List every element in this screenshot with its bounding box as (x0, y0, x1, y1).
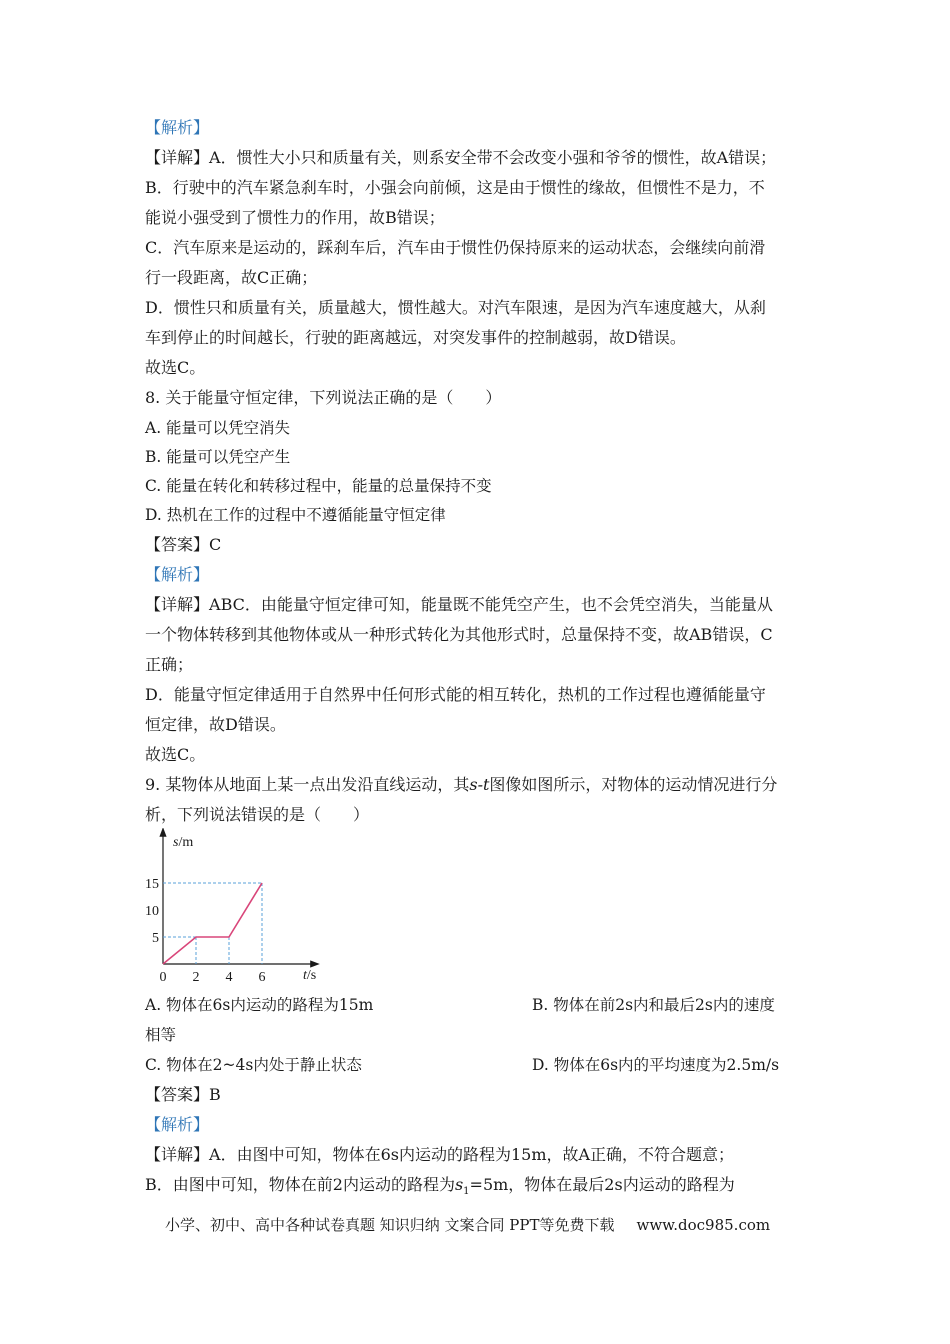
text-line-l21 (145, 715, 286, 735)
text-line-l24 (145, 805, 369, 825)
line-text: 行一段距离，故C正确； (145, 268, 318, 287)
line-text: B. 能量可以凭空产生 (145, 448, 291, 466)
text-line-l20 (145, 685, 766, 705)
text-line-l8 (145, 328, 686, 348)
text-line-l12 (145, 447, 290, 467)
q9-text-b: 图像如图所示，对物体的运动情况进行分 (489, 775, 778, 794)
text-line-l10 (145, 388, 501, 408)
y-tick-label: 15 (145, 877, 159, 892)
line-text: 一个物体转移到其他物体或从一种形式转化为其他形式时，总量保持不变，故AB错误，C (145, 625, 773, 644)
line-text: 【解析】 (145, 565, 210, 584)
text-line-l5 (145, 238, 765, 258)
line-text: D．能量守恒定律适用于自然界中任何形式能的相互转化，热机的工作过程也遵循能量守 (145, 685, 766, 704)
option-9b: B. 物体在前2s内和最后2s内的速度 (532, 996, 775, 1014)
text-line-l22 (145, 745, 205, 765)
expl-text-b: =5m，物体在最后2s内运动的路程为 (469, 1175, 735, 1194)
line-text: D. 热机在工作的过程中不遵循能量守恒定律 (145, 506, 446, 524)
expl-text-a: B．由图中可知，物体在前2内运动的路程为 (145, 1175, 455, 1194)
y-axis-label: s/m (173, 835, 194, 850)
option-9c: C. 物体在2~4s内处于静止状态 (145, 1056, 362, 1074)
text-line-l2 (145, 148, 776, 168)
line-text: 【解析】 (145, 118, 210, 137)
text-line-l1 (145, 118, 209, 138)
text-line-l30 (145, 1115, 209, 1135)
line-text: 8. 关于能量守恒定律，下列说法正确的是（ ） (145, 388, 502, 407)
line-text: A. 能量可以凭空消失 (145, 419, 291, 437)
text-line-l26 (145, 1025, 176, 1045)
line-text: 相等 (145, 1026, 177, 1044)
text-line-l31 (145, 1145, 734, 1165)
x-tick-label: 4 (225, 970, 233, 983)
s-t-graph (140, 828, 330, 983)
text-line-l29 (145, 1085, 221, 1105)
line-text: 析，下列说法错误的是（ ） (145, 805, 370, 824)
expl-s: s (454, 1175, 464, 1194)
text-line-l16 (145, 565, 209, 585)
x-axis-label: t/s (303, 968, 317, 983)
text-line-l6 (145, 268, 317, 288)
series-line (163, 883, 262, 964)
footer-url[interactable]: www.doc985.com (636, 1216, 771, 1234)
option-9a: A. 物体在6s内运动的路程为15m (145, 996, 374, 1014)
line-text: 恒定律，故D错误。 (145, 715, 286, 734)
text-line-l11 (145, 418, 290, 438)
q9-text-a: 9. 某物体从地面上某一点出发沿直线运动，其 (145, 775, 470, 794)
expl-sub: 1 (463, 1186, 470, 1198)
line-text: 正确； (145, 655, 194, 674)
line-text: 能说小强受到了惯性力的作用，故B错误； (145, 208, 445, 227)
text-line-l4 (145, 208, 445, 228)
text-line-l19 (145, 655, 193, 675)
text-line-l15 (145, 535, 221, 555)
line-text: A．由图中可知，物体在6s内运动的路程为15m，故A正确，不符合题意； (209, 1145, 735, 1164)
section-tag: 【详解】 (145, 1145, 210, 1164)
section-tag: 【答案】 (145, 1085, 210, 1104)
line-text: 故选C。 (145, 745, 206, 764)
text-line-l3 (145, 178, 765, 198)
text-line-l17 (145, 595, 773, 615)
line-text: C (209, 535, 222, 554)
text-line-l18 (145, 625, 773, 645)
text-line-l7 (145, 298, 766, 318)
line-text: 车到停止的时间越长，行驶的距离越远，对突发事件的控制越弱，故D错误。 (145, 328, 686, 347)
x-tick-label: 2 (192, 970, 200, 983)
line-text: C. 能量在转化和转移过程中，能量的总量保持不变 (145, 477, 492, 495)
line-text: ABC．由能量守恒定律可知，能量既不能凭空产生，也不会凭空消失，当能量从 (209, 595, 773, 614)
option-9d: D. 物体在6s内的平均速度为2.5m/s (532, 1056, 780, 1074)
q9-st: s-t (469, 775, 490, 794)
line-text: C．汽车原来是运动的，踩刹车后，汽车由于惯性仍保持原来的运动状态，会继续向前滑 (145, 238, 766, 257)
line-text: 【解析】 (145, 1115, 210, 1134)
line-text: B (209, 1085, 221, 1104)
text-line-l13 (145, 476, 492, 496)
x-tick-label: 0 (159, 970, 167, 983)
explanation-b-line (145, 1175, 735, 1202)
line-text: D．惯性只和质量有关，质量越大，惯性越大。对汽车限速，是因为汽车速度越大，从刹 (145, 298, 766, 317)
section-tag: 【答案】 (145, 535, 210, 554)
footer-text: 小学、初中、高中各种试卷真题 知识归纳 文案合同 PPT等免费下载 (165, 1216, 615, 1234)
y-tick-label: 10 (145, 904, 159, 919)
line-text: B．行驶中的汽车紧急刹车时，小强会向前倾，这是由于惯性的缘故，但惯性不是力，不 (145, 178, 765, 197)
section-tag: 【详解】 (145, 595, 210, 614)
section-tag: 【详解】 (145, 148, 210, 167)
question-9-stem (145, 775, 777, 795)
text-line-l14 (145, 505, 446, 525)
line-text: 故选C。 (145, 358, 206, 377)
footer (165, 1214, 770, 1235)
line-text: A．惯性大小只和质量有关，则系安全带不会改变小强和爷爷的惯性，故A错误； (209, 148, 777, 167)
y-tick-label: 5 (152, 931, 159, 946)
text-line-l9 (145, 358, 205, 378)
x-tick-label: 6 (258, 970, 266, 983)
